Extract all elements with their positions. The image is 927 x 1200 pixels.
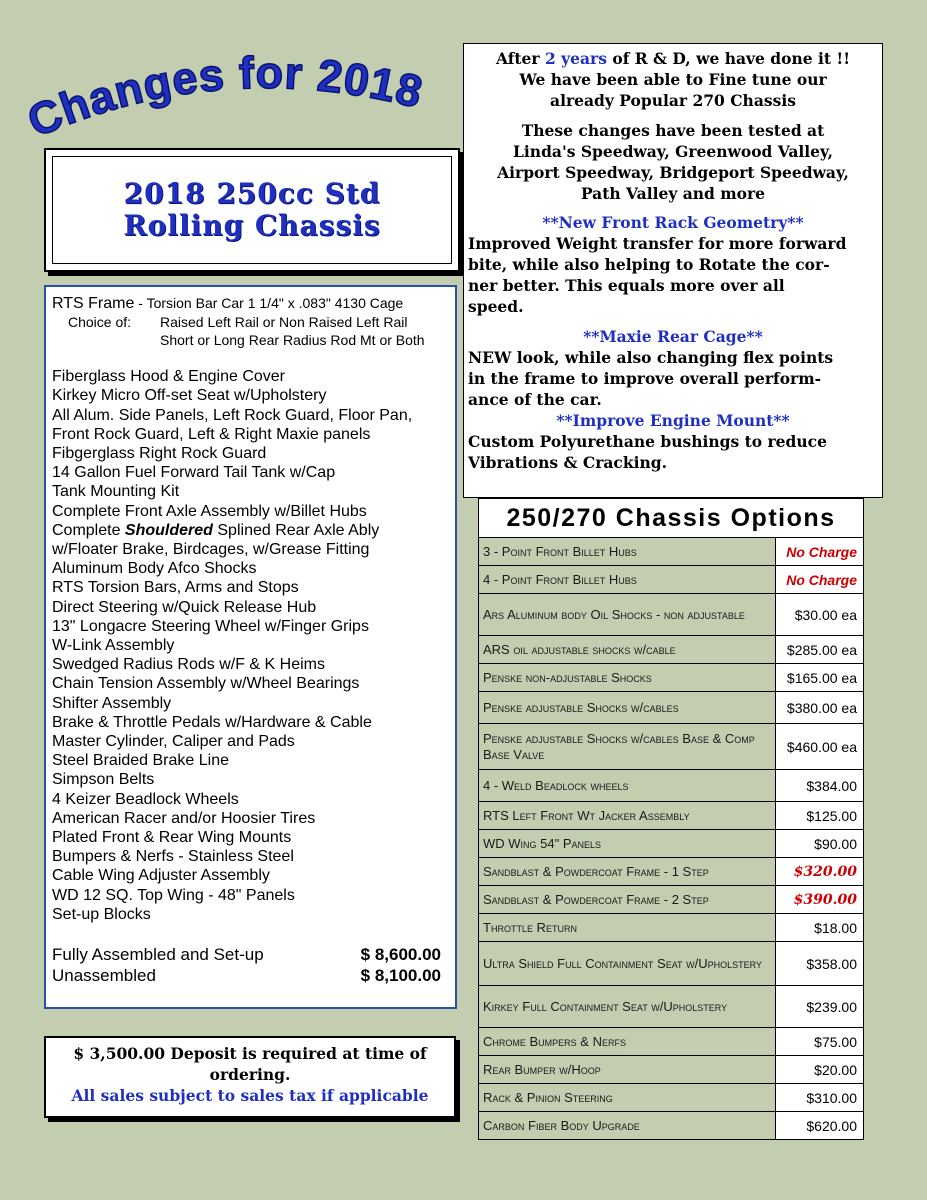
- spec-item: 14 Gallon Fuel Forward Tail Tank w/Cap: [52, 464, 336, 482]
- promo-para-2c: ance of the car.: [468, 390, 602, 409]
- option-price: $310.00: [776, 1084, 864, 1112]
- title-box: [44, 148, 460, 272]
- option-name: Ars Aluminum body Oil Shocks - non adjustable: [479, 594, 776, 636]
- option-row: [479, 664, 864, 692]
- promo-para-1a: Improved Weight transfer for more forward: [468, 234, 847, 253]
- option-name: Ultra Shield Full Containment Seat w/Upholstery: [479, 942, 776, 986]
- options-table: [478, 498, 864, 1140]
- spec-item: Set-up Blocks: [52, 905, 151, 923]
- spec-item: Complete Front Axle Assembly w/Billet Hubs: [52, 502, 367, 520]
- option-row: [479, 986, 864, 1028]
- spec-item: American Racer and/or Hoosier Tires: [52, 809, 316, 827]
- choice-row-1: [52, 313, 449, 331]
- spec-item: Steel Braided Brake Line: [52, 752, 229, 770]
- promo-line-7: Path Valley and more: [580, 184, 766, 203]
- tax-note: All sales subject to sales tax if applicable: [71, 1086, 429, 1105]
- promo-line-3: already Popular 270 Chassis: [550, 91, 796, 110]
- unassembled-label: Unassembled: [52, 966, 156, 986]
- option-row: [479, 1028, 864, 1056]
- option-row: [479, 566, 864, 594]
- option-price: $125.00: [776, 802, 864, 830]
- option-row: [479, 830, 864, 858]
- spec-item: W-Link Assembly: [52, 637, 175, 655]
- option-row: [479, 692, 864, 724]
- frame-label: RTS Frame: [52, 295, 135, 312]
- assembled-price: $ 8,600.00: [360, 945, 441, 965]
- choice-1: Raised Left Rail or Non Raised Left Rail: [160, 314, 408, 331]
- promo-box: [463, 43, 883, 498]
- option-price: $358.00: [776, 942, 864, 986]
- option-name: Penske adjustable Shocks w/cables: [479, 692, 776, 724]
- option-price: $390.00: [776, 886, 864, 914]
- option-row: [479, 538, 864, 566]
- option-name: Penske adjustable Shocks w/cables Base & Comp Base Valve: [479, 724, 776, 770]
- option-price: $620.00: [776, 1112, 864, 1140]
- option-name: Chrome Bumpers & Nerfs: [479, 1028, 776, 1056]
- option-price: $285.00 ea: [776, 636, 864, 664]
- spec-item: Front Rock Guard, Left & Right Maxie panels: [52, 425, 371, 443]
- spec-item: WD 12 SQ. Top Wing - 48" Panels: [52, 886, 295, 904]
- shouldered-row: Complete Shouldered Splined Rear Axle Ably: [52, 521, 380, 539]
- svg-text:Changes for 2018: [20, 47, 428, 147]
- option-row: [479, 636, 864, 664]
- option-price: No Charge: [776, 538, 864, 566]
- promo-para-2b: in the frame to improve overall perform-: [468, 369, 822, 388]
- unassembled-row: [52, 965, 449, 986]
- option-row: [479, 802, 864, 830]
- promo-para-1b: bite, while also helping to Rotate the cor-: [468, 255, 830, 274]
- choice-row-2: [52, 331, 449, 349]
- promo-line-5: Linda's Speedway, Greenwood Valley,: [513, 142, 833, 161]
- spec-item: Kirkey Micro Off-set Seat w/Upholstery: [52, 387, 327, 405]
- choice-2: Short or Long Rear Radius Rod Mt or Both: [160, 332, 425, 349]
- title-line-2: Rolling Chassis: [123, 209, 381, 242]
- option-row: [479, 1112, 864, 1140]
- spec-item: Shifter Assembly: [52, 694, 172, 712]
- frame-desc: - Torsion Bar Car 1 1/4" x .083" 4130 Cage: [134, 295, 404, 311]
- deposit-box: [44, 1036, 456, 1118]
- option-price: $460.00 ea: [776, 724, 864, 770]
- option-row: [479, 914, 864, 942]
- spec-item: w/Floater Brake, Birdcages, w/Grease Fitting: [52, 541, 370, 559]
- headline-text: Changes for 2018: [20, 46, 429, 148]
- promo-para-1c: ner better. This equals more over all: [468, 276, 785, 295]
- spec-item: Plated Front & Rear Wing Mounts: [52, 829, 292, 847]
- option-name: Carbon Fiber Body Upgrade: [479, 1112, 776, 1140]
- option-price: $75.00: [776, 1028, 864, 1056]
- spec-item: Master Cylinder, Caliper and Pads: [52, 733, 295, 751]
- option-price: $30.00 ea: [776, 594, 864, 636]
- option-price: $380.00 ea: [776, 692, 864, 724]
- unassembled-price: $ 8,100.00: [360, 966, 441, 986]
- option-name: WD Wing 54" Panels: [479, 830, 776, 858]
- spec-item: 4 Keizer Beadlock Wheels: [52, 790, 239, 808]
- promo-heading-2: **Maxie Rear Cage**: [583, 327, 763, 346]
- promo-para-1d: speed.: [468, 297, 524, 316]
- deposit-line-1: $ 3,500.00 Deposit is required at time of: [73, 1044, 427, 1063]
- option-name: Penske non-adjustable Shocks: [479, 664, 776, 692]
- option-row: [479, 942, 864, 986]
- option-price: $384.00: [776, 770, 864, 802]
- option-name: ARS oil adjustable shocks w/cable: [479, 636, 776, 664]
- option-price: $20.00: [776, 1056, 864, 1084]
- spec-item: Direct Steering w/Quick Release Hub: [52, 598, 317, 616]
- spec-item: Fibgerglass Right Rock Guard: [52, 445, 267, 463]
- option-name: 3 - Point Front Billet Hubs: [479, 538, 776, 566]
- option-row: [479, 770, 864, 802]
- spec-item: 13" Longacre Steering Wheel w/Finger Grips: [52, 617, 369, 635]
- spec-item: Fiberglass Hood & Engine Cover: [52, 368, 286, 386]
- promo-heading-3: **Improve Engine Mount**: [556, 411, 790, 430]
- option-price: $18.00: [776, 914, 864, 942]
- option-row: [479, 1056, 864, 1084]
- option-name: 4 - Point Front Billet Hubs: [479, 566, 776, 594]
- option-name: Sandblast & Powdercoat Frame - 2 Step: [479, 886, 776, 914]
- title-line-1: 2018 250cc Std: [123, 177, 381, 210]
- option-name: Sandblast & Powdercoat Frame - 1 Step: [479, 858, 776, 886]
- option-name: Throttle Return: [479, 914, 776, 942]
- spec-items-2: [52, 540, 449, 924]
- promo-line-2: We have been able to Fine tune our: [519, 70, 827, 89]
- spec-list: [44, 285, 457, 1009]
- spec-item: Bumpers & Nerfs - Stainless Steel: [52, 848, 294, 866]
- spec-item: Swedged Radius Rods w/F & K Heims: [52, 656, 325, 674]
- option-price: $165.00 ea: [776, 664, 864, 692]
- deposit-line-2: ordering.: [209, 1065, 291, 1084]
- promo-para-2a: NEW look, while also changing flex points: [468, 348, 834, 367]
- option-price: $320.00: [776, 858, 864, 886]
- option-row: [479, 594, 864, 636]
- assembled-row: [52, 944, 449, 965]
- option-price: $239.00: [776, 986, 864, 1028]
- spec-item: Cable Wing Adjuster Assembly: [52, 867, 270, 885]
- option-row: [479, 1084, 864, 1112]
- option-row: [479, 886, 864, 914]
- option-name: RTS Left Front Wt Jacker Assembly: [479, 802, 776, 830]
- option-row: [479, 724, 864, 770]
- spec-item: Chain Tension Assembly w/Wheel Bearings: [52, 675, 360, 693]
- option-price: $90.00: [776, 830, 864, 858]
- promo-para-3a: Custom Polyurethane bushings to reduce: [468, 432, 827, 451]
- promo-heading-1: **New Front Rack Geometry**: [542, 213, 804, 232]
- choice-label: Choice of:: [68, 314, 132, 331]
- spec-item: RTS Torsion Bars, Arms and Stops: [52, 579, 299, 597]
- option-name: Rack & Pinion Steering: [479, 1084, 776, 1112]
- spec-item: All Alum. Side Panels, Left Rock Guard, Floor Pan,: [52, 406, 413, 424]
- option-name: Rear Bumper w/Hoop: [479, 1056, 776, 1084]
- promo-line-6: Airport Speedway, Bridgeport Speedway,: [497, 163, 849, 182]
- option-price: No Charge: [776, 566, 864, 594]
- option-name: Kirkey Full Containment Seat w/Upholstery: [479, 986, 776, 1028]
- option-row: [479, 858, 864, 886]
- promo-line-4: These changes have been tested at: [521, 121, 825, 140]
- promo-para-3b: Vibrations & Cracking.: [468, 453, 667, 472]
- frame-row: [52, 294, 449, 313]
- shouldered-emph: Shouldered: [124, 521, 213, 539]
- spec-item: Aluminum Body Afco Shocks: [52, 560, 257, 578]
- options-title: 250/270 Chassis Options: [479, 499, 864, 538]
- assembled-label: Fully Assembled and Set-up: [52, 945, 264, 965]
- spec-item: Simpson Belts: [52, 771, 155, 789]
- spec-item: Brake & Throttle Pedals w/Hardware & Cable: [52, 713, 372, 731]
- headline: [20, 46, 468, 148]
- spec-items-1: [52, 367, 449, 521]
- promo-years: 2 years: [544, 49, 607, 68]
- spec-item: Tank Mounting Kit: [52, 483, 180, 501]
- promo-line-1: After 2 years of R & D, we have done it !!: [495, 49, 851, 68]
- option-name: 4 - Weld Beadlock wheels: [479, 770, 776, 802]
